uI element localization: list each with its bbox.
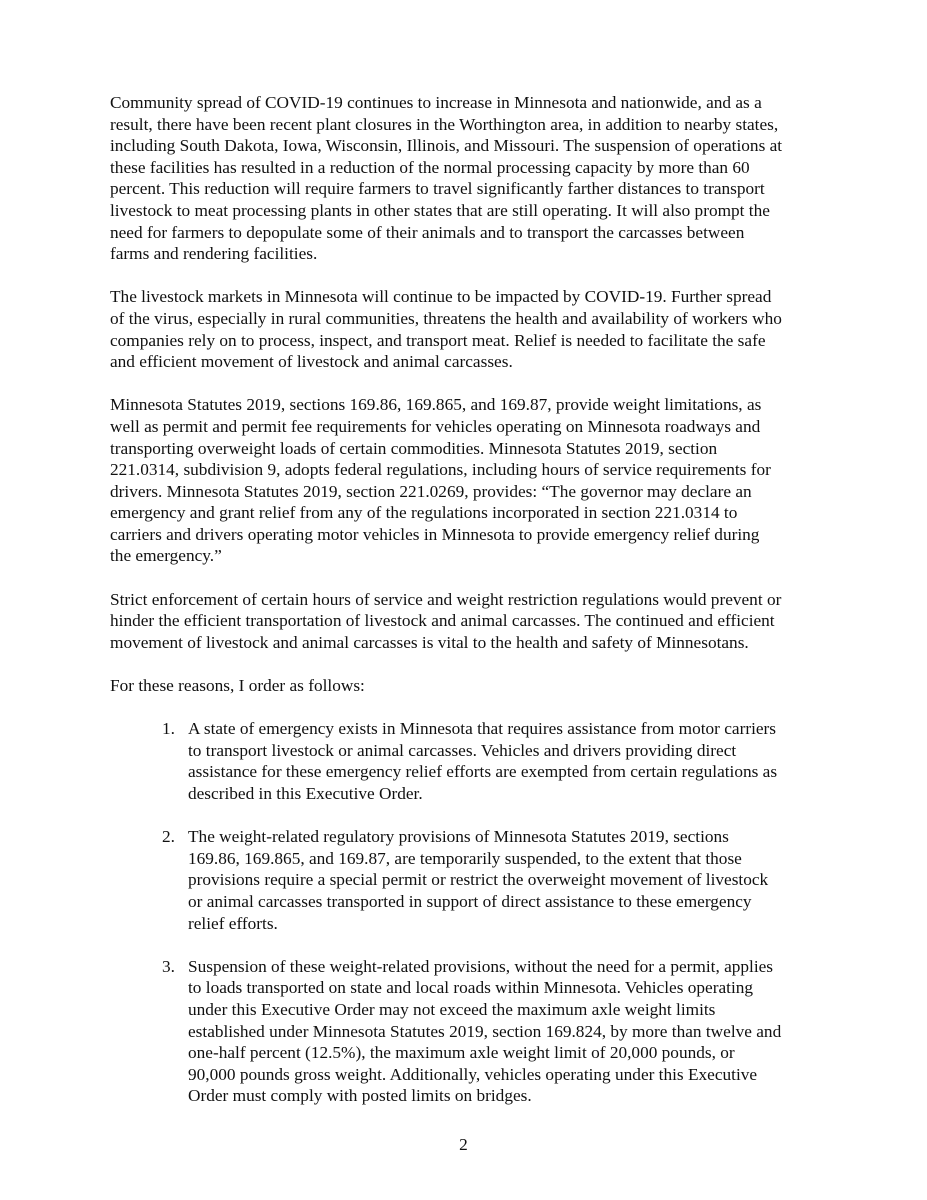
- text-line: established under Minnesota Statutes 2019, section 169.824, by more than twelve and: [188, 1021, 782, 1041]
- text-line: including South Dakota, Iowa, Wisconsin, Illinois, and Missouri. The suspension of operations at: [110, 136, 783, 156]
- text-line: carriers and drivers operating motor vehicles in Minnesota to provide emergency relief during: [110, 524, 760, 544]
- item-text: [188, 956, 850, 1107]
- text-line: transporting overweight loads of certain commodities. Minnesota Statutes 2019, section: [110, 438, 718, 458]
- text-line: percent. This reduction will require farmers to travel significantly farther distances to transport: [110, 179, 765, 199]
- text-line: Strict enforcement of certain hours of service and weight restriction regulations would prevent or: [110, 589, 782, 609]
- text-line: The livestock markets in Minnesota will continue to be impacted by COVID-19. Further spread: [110, 287, 772, 307]
- order-item-2: [162, 826, 850, 934]
- text-line: emergency and grant relief from any of the regulations incorporated in section 221.0314 to: [110, 503, 738, 523]
- paragraph-covid-spread: [110, 92, 850, 265]
- item-number: 3.: [162, 956, 175, 976]
- text-line: described in this Executive Order.: [188, 784, 423, 803]
- text-line: well as permit and permit fee requirements for vehicles operating on Minnesota roadways and: [110, 416, 761, 436]
- text-line: Order must comply with posted limits on bridges.: [188, 1086, 532, 1106]
- document-body: [110, 92, 850, 1129]
- paragraph-statutes: [110, 394, 850, 567]
- text-line: companies rely on to process, inspect, and transport meat. Relief is needed to facilitate the safe: [110, 330, 766, 350]
- page-number: 2: [459, 1135, 468, 1154]
- text-line: Suspension of these weight-related provisions, without the need for a permit, applies: [188, 956, 774, 976]
- item-number: 1.: [162, 719, 175, 739]
- text-line: result, there have been recent plant closures in the Worthington area, in addition to nearby states,: [110, 114, 779, 134]
- text-line: 169.86, 169.865, and 169.87, are temporarily suspended, to the extent that those: [188, 848, 742, 868]
- text-line: movement of livestock and animal carcasses is vital to the health and safety of Minnesotans.: [110, 632, 749, 652]
- order-item-3: [162, 956, 850, 1107]
- item-text: [188, 718, 850, 804]
- text-line: assistance for these emergency relief efforts are exempted from certain regulations as: [188, 762, 778, 782]
- paragraph-enforcement: [110, 589, 850, 654]
- text-line: and efficient movement of livestock and animal carcasses.: [110, 352, 513, 372]
- text-line: farms and rendering facilities.: [110, 244, 318, 264]
- text-line: Minnesota Statutes 2019, sections 169.86, 169.865, and 169.87, provide weight limitations, as: [110, 395, 762, 415]
- text-line: these facilities has resulted in a reduction of the normal processing capacity by more than 60: [110, 157, 750, 177]
- text-line: to loads transported on state and local roads within Minnesota. Vehicles operating: [188, 978, 754, 998]
- text-line: 221.0314, subdivision 9, adopts federal regulations, including hours of service requirements for: [110, 460, 771, 480]
- text-line: hinder the efficient transportation of livestock and animal carcasses. The continued and efficient: [110, 611, 775, 631]
- item-text: [188, 826, 850, 934]
- text-line: drivers. Minnesota Statutes 2019, section 221.0269, provides: “The governor may declare an: [110, 481, 752, 501]
- order-item-1: [162, 718, 850, 804]
- text-line: livestock to meat processing plants in other states that are still operating. It will also prompt the: [110, 200, 770, 220]
- text-line: relief efforts.: [188, 913, 278, 933]
- text-line: The weight-related regulatory provisions of Minnesota Statutes 2019, sections: [188, 827, 729, 847]
- text-line: under this Executive Order may not exceed the maximum axle weight limits: [188, 999, 716, 1019]
- text-line: of the virus, especially in rural communities, threatens the health and availability of workers who: [110, 308, 782, 328]
- text-line: 90,000 pounds gross weight. Additionally, vehicles operating under this Executive: [188, 1064, 758, 1084]
- paragraph-livestock-markets: [110, 286, 850, 372]
- text-line: the emergency.”: [110, 546, 222, 566]
- text-line: need for farmers to depopulate some of their animals and to transport the carcasses between: [110, 222, 745, 242]
- text-line: to transport livestock or animal carcasses. Vehicles and drivers providing direct: [188, 740, 737, 760]
- text-line: provisions require a special permit or restrict the overweight movement of livestock: [188, 870, 769, 890]
- text-line: one-half percent (12.5%), the maximum axle weight limit of 20,000 pounds, or: [188, 1043, 735, 1063]
- paragraph-order-intro: [110, 675, 850, 697]
- text-line: Community spread of COVID-19 continues to increase in Minnesota and nationwide, and as a: [110, 93, 762, 112]
- item-number: 2.: [162, 827, 175, 847]
- text-line: or animal carcasses transported in support of direct assistance to these emergency: [188, 891, 752, 911]
- text-line: For these reasons, I order as follows:: [110, 676, 365, 696]
- text-line: A state of emergency exists in Minnesota that requires assistance from motor carriers: [188, 719, 777, 739]
